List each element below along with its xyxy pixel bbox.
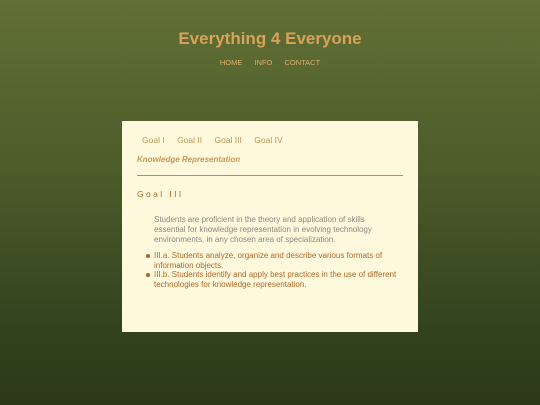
- goal-description: Students are proficient in the theory and application of skills essential for knowledge representation in evolving technology environments, in any chosen area of specialization.: [154, 215, 372, 244]
- main-nav: [0, 58, 540, 68]
- nav-contact-link[interactable]: CONTACT: [284, 58, 321, 67]
- list-item: [154, 270, 404, 289]
- objective-text: III.b. Students identify and apply best practices in the use of different technologies for knowledge representation.: [154, 270, 397, 289]
- list-item: [154, 251, 404, 270]
- nav-info-link[interactable]: INFO: [254, 58, 273, 67]
- objectives-list: [154, 251, 404, 289]
- content-panel: [122, 121, 418, 332]
- section-title: Knowledge Representation: [137, 155, 241, 164]
- tab-goal-3[interactable]: Goal III: [214, 135, 242, 145]
- bullet-icon: [146, 273, 150, 277]
- site-title: Everything 4 Everyone: [178, 29, 362, 48]
- bullet-icon: [146, 254, 150, 258]
- tab-goal-1[interactable]: Goal I: [142, 135, 165, 145]
- divider: [137, 175, 403, 176]
- nav-home-link[interactable]: HOME: [219, 58, 243, 67]
- tab-goal-4[interactable]: Goal IV: [254, 135, 283, 145]
- tab-goal-2[interactable]: Goal II: [177, 135, 203, 145]
- goal-heading: Goal III: [137, 189, 184, 199]
- objective-text: III.a. Students analyze, organize and describe various formats of information objects.: [154, 251, 383, 270]
- goal-tabs: [142, 135, 293, 146]
